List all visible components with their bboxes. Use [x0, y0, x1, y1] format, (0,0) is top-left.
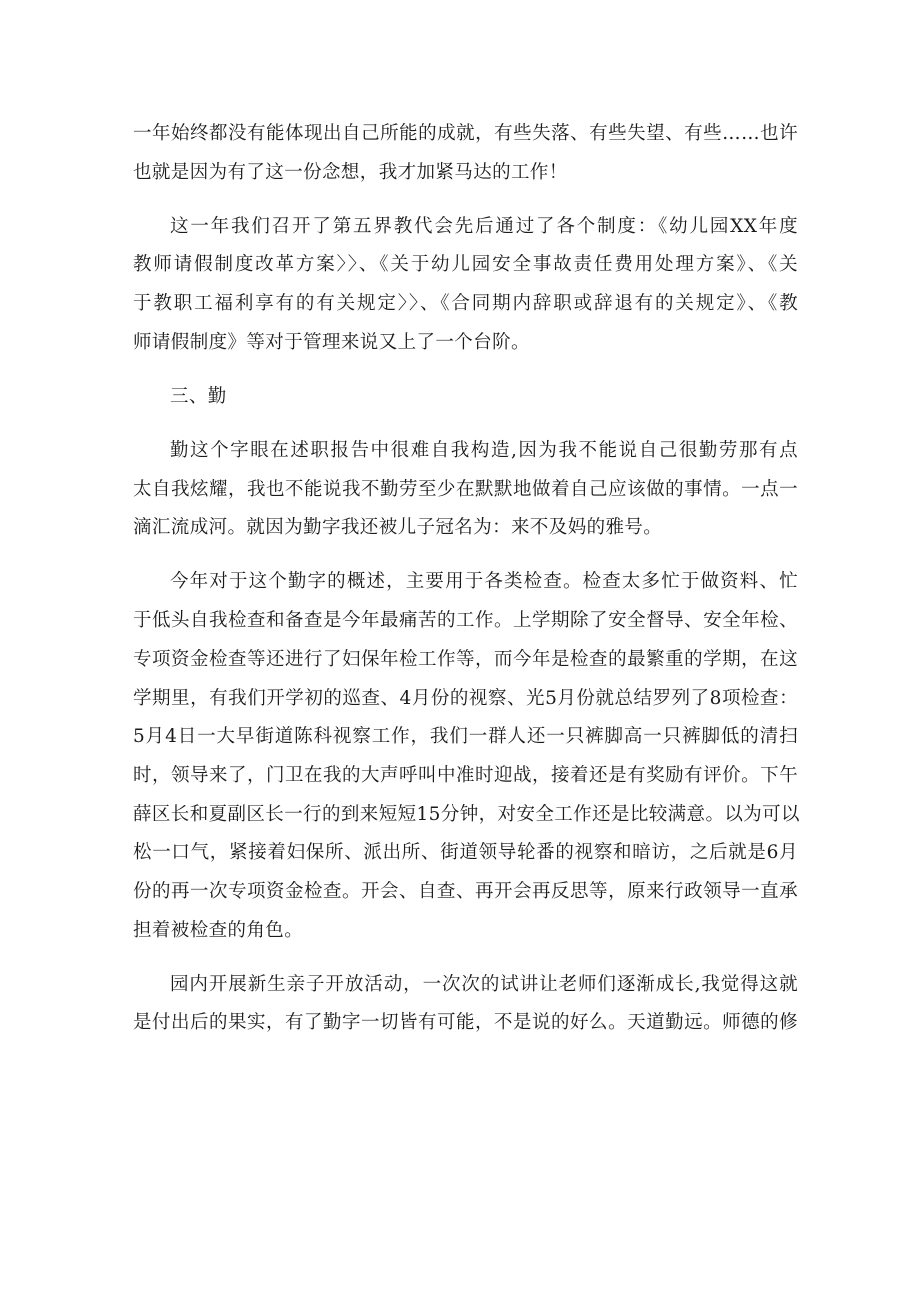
text-line: 学期里，有我们开学初的巡查、4月份的视察、光5月份就总结罗列了8项检查：	[133, 687, 798, 709]
text-line: 于低头自我检查和备查是今年最痛苦的工作。上学期除了安全督导、安全年检、	[133, 610, 798, 632]
text-line: 薛区长和夏副区长一行的到来短短15分钟，对安全工作还是比较满意。以为可以	[133, 803, 800, 825]
text-line: 教师请假制度改革方案〉〉、《关于幼儿园安全事故责任费用处理方案》、《关	[133, 254, 798, 276]
text-line: 今年对于这个勤字的概述，主要用于各类检查。检查太多忙于做资料、忙	[170, 571, 798, 593]
text-line: 也就是因为有了这一份念想，我才加紧马达的工作！	[133, 161, 568, 183]
text-line: 时，领导来了，门卫在我的大声呼叫中准时迎战，接着还是有奖励有评价。下午	[133, 764, 798, 786]
paragraph-continuation	[133, 115, 798, 192]
paragraph-diligence-intro	[133, 432, 798, 548]
paragraph-inspections	[133, 563, 798, 950]
section-heading-text: 三、勤	[170, 385, 227, 407]
text-line: 于教职工福利享有的有关规定〉〉、《合同期内辞职或辞退有的关规定》、《教	[133, 293, 798, 315]
text-line: 这一年我们召开了第五界教代会先后通过了各个制度：《幼儿园XX年度	[170, 215, 798, 237]
text-line: 师请假制度》等对于管理来说又上了一个台阶。	[133, 331, 530, 353]
text-line: 太自我炫耀，我也不能说我不勤劳至少在默默地做着自己应该做的事情。一点一	[133, 478, 798, 500]
section-heading	[133, 378, 798, 417]
text-line: 专项资金检查等还进行了妇保年检工作等，而今年是检查的最繁重的学期，在这	[133, 648, 798, 670]
text-line: 一年始终都没有能体现出自己所能的成就，有些失落、有些失望、有些……也许	[133, 123, 798, 144]
text-line: 园内开展新生亲子开放活动，一次次的试讲让老师们逐渐成长,我觉得这就	[170, 973, 798, 995]
text-line: 担着被检查的角色。	[133, 919, 304, 941]
text-line: 勤这个字眼在述职报告中很难自我构造,因为我不能说自己很勤劳那有点	[170, 439, 798, 461]
text-line: 松一口气，紧接着妇保所、派出所、街道领导轮番的视察和暗访，之后就是6月	[133, 842, 798, 864]
text-line: 5月4日一大早街道陈科视察工作，我们一群人还一只裤脚高一只裤脚低的清扫	[133, 726, 798, 748]
paragraph-open-activities	[133, 966, 798, 1043]
text-line: 滴汇流成河。就因为勤字我还被儿子冠名为：来不及妈的雅号。	[133, 517, 663, 539]
text-line: 份的再一次专项资金检查。开会、自查、再开会再反思等，原来行政领导一直承	[133, 880, 798, 902]
paragraph-regulations	[133, 208, 798, 363]
document-body	[133, 115, 798, 1043]
text-line: 是付出后的果实，有了勤字一切皆有可能，不是说的好么。天道勤远。师德的修	[133, 1012, 798, 1034]
